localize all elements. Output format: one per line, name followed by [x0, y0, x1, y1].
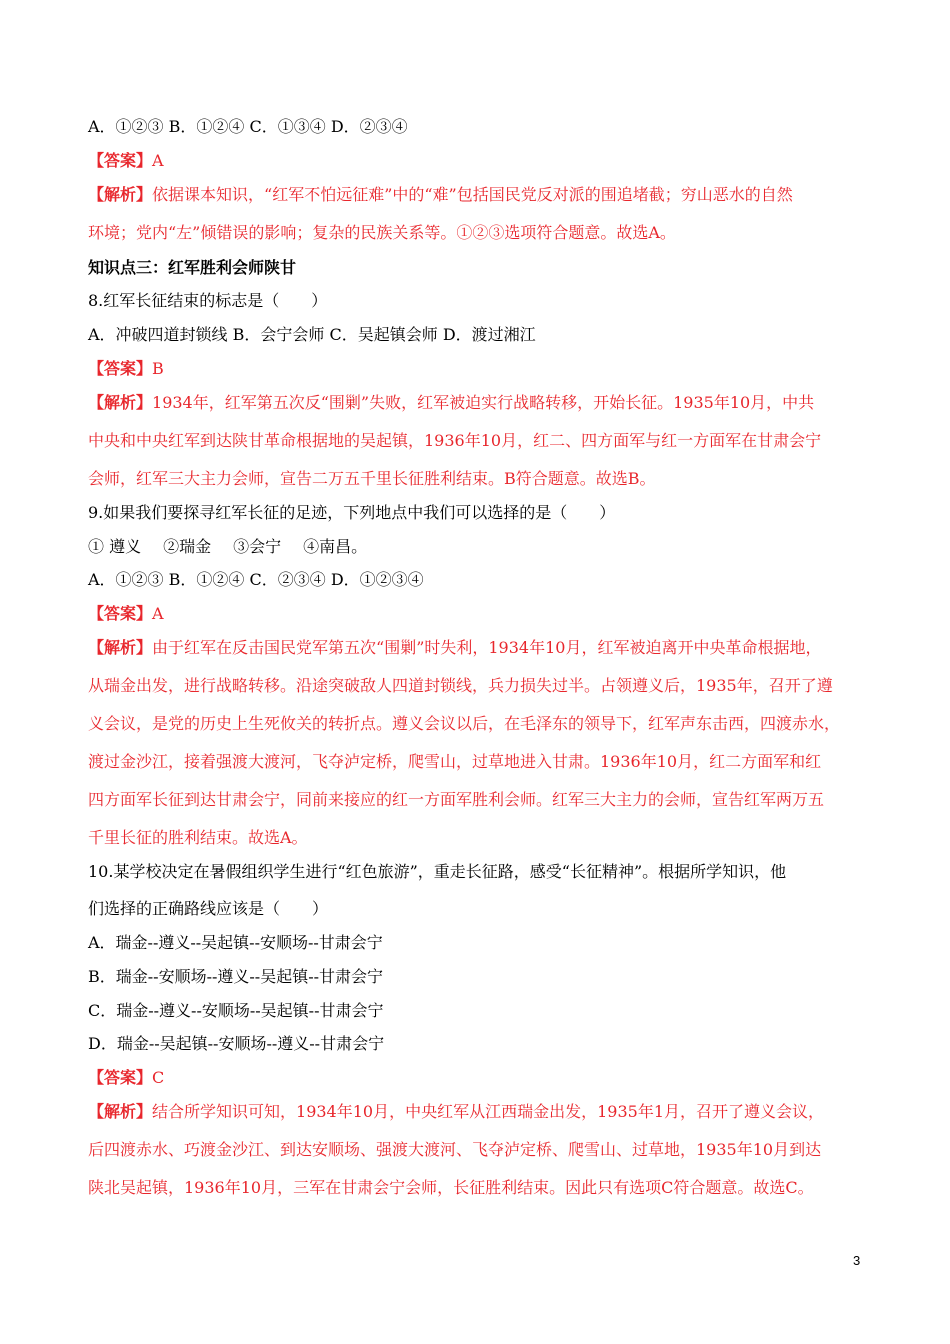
- q9-analysis-line-1: [88, 638, 878, 658]
- q8-analysis-line-2: 中央和中央红军到达陕甘革命根据地的吴起镇，1936年10月，红二、四方面军与红一方面军在甘肃会宁: [88, 431, 822, 450]
- q9-options: A．①②③ B．①②④ C．②③④ D．①②③④: [88, 570, 424, 589]
- q9-analysis-line-2: 从瑞金出发，进行战略转移。沿途突破敌人四道封锁线，兵力损失过半。占领遵义后，1935年，召开了遵: [88, 676, 833, 695]
- answer-value: C: [152, 1068, 165, 1087]
- analysis-text: 由于红军在反击国民党军第五次“围剿”时失利，1934年10月，红军被迫离开中央革命根据地，: [152, 638, 822, 657]
- answer-tag: 【答案】: [88, 359, 153, 378]
- q10-answer: [88, 1068, 878, 1088]
- answer-value: A: [152, 151, 164, 170]
- q10-option-d: D．瑞金--吴起镇--安顺场--遵义--甘肃会宁: [88, 1034, 385, 1053]
- q10-question-line-1: 10.某学校决定在暑假组织学生进行“红色旅游”，重走长征路，感受“长征精神”。根据所学知识，他: [88, 862, 787, 881]
- q10-question-line-2: 们选择的正确路线应该是（ ）: [88, 899, 329, 918]
- q9-analysis-line-5: 四方面军长征到达甘肃会宁，同前来接应的红一方面军胜利会师。红军三大主力的会师，宣告红军两万五: [88, 790, 825, 809]
- analysis-text: 依据课本知识，“红军不怕远征难”中的“难”包括国民党反对派的围追堵截；穷山恶水的自然: [152, 185, 793, 204]
- q10-option-a: A．瑞金--遵义--吴起镇--安顺场--甘肃会宁: [88, 933, 383, 952]
- answer-value: A: [152, 604, 164, 623]
- analysis-tag: 【解析】: [88, 393, 153, 412]
- q8-analysis-line-1: [88, 393, 878, 413]
- answer-tag: 【答案】: [88, 151, 153, 170]
- q7-options: A．①②③ B．①②④ C．①③④ D．②③④: [88, 117, 408, 136]
- q9-item: ④南昌。: [303, 537, 368, 556]
- section-title: 知识点三：红军胜利会师陕甘: [88, 258, 297, 277]
- q8-analysis-line-3: 会师，红军三大主力会师，宣告二万五千里长征胜利结束。B符合题意。故选B。: [88, 469, 656, 488]
- answer-tag: 【答案】: [88, 604, 153, 623]
- q8-answer: [88, 359, 878, 379]
- analysis-text: 1934年，红军第五次反“围剿”失败，红军被迫实行战略转移，开始长征。1935年10月，中共: [152, 393, 815, 412]
- q9-analysis-line-4: 渡过金沙江，接着强渡大渡河，飞夺泸定桥，爬雪山，过草地进入甘肃。1936年10月，红二方面军和红: [88, 752, 822, 771]
- q9-item: ① 遵义: [88, 537, 142, 556]
- q10-option-b: B．瑞金--安顺场--遵义--吴起镇--甘肃会宁: [88, 967, 384, 986]
- answer-tag: 【答案】: [88, 1068, 153, 1087]
- q9-item: ③会宁: [233, 537, 282, 556]
- analysis-tag: 【解析】: [88, 185, 153, 204]
- q9-item: ②瑞金: [163, 537, 212, 556]
- q9-answer: [88, 604, 878, 624]
- q9-items: [88, 537, 878, 557]
- q9-analysis-line-6: 千里长征的胜利结束。故选A。: [88, 828, 308, 847]
- page-number: 3: [853, 1253, 861, 1268]
- q9-question: 9.如果我们要探寻红军长征的足迹，下列地点中我们可以选择的是（ ）: [88, 503, 616, 522]
- q7-answer: [88, 151, 878, 171]
- answer-value: B: [152, 359, 164, 378]
- q7-analysis-line-1: [88, 185, 878, 205]
- q7-analysis-line-2: 环境；党内“左”倾错误的影响；复杂的民族关系等。①②③选项符合题意。故选A。: [88, 223, 676, 242]
- q10-analysis-line-1: [88, 1102, 878, 1122]
- q8-options: A．冲破四道封锁线 B．会宁会师 C．吴起镇会师 D．渡过湘江: [88, 325, 536, 344]
- analysis-text: 结合所学知识可知，1934年10月，中央红军从江西瑞金出发，1935年1月，召开了遵义会议，: [152, 1102, 824, 1121]
- q9-analysis-line-3: 义会议，是党的历史上生死攸关的转折点。遵义会议以后，在毛泽东的领导下，红军声东击西，四渡赤水，: [88, 714, 841, 733]
- analysis-tag: 【解析】: [88, 638, 153, 657]
- q10-option-c: C．瑞金--遵义--安顺场--吴起镇--甘肃会宁: [88, 1001, 384, 1020]
- q8-question: 8.红军长征结束的标志是（ ）: [88, 291, 328, 310]
- q10-analysis-line-3: 陕北吴起镇，1936年10月，三军在甘肃会宁会师，长征胜利结束。因此只有选项C符合题意。故选C。: [88, 1178, 814, 1197]
- q10-analysis-line-2: 后四渡赤水、巧渡金沙江、到达安顺场、强渡大渡河、飞夺泸定桥、爬雪山、过草地，1935年10月到达: [88, 1140, 822, 1159]
- analysis-tag: 【解析】: [88, 1102, 153, 1121]
